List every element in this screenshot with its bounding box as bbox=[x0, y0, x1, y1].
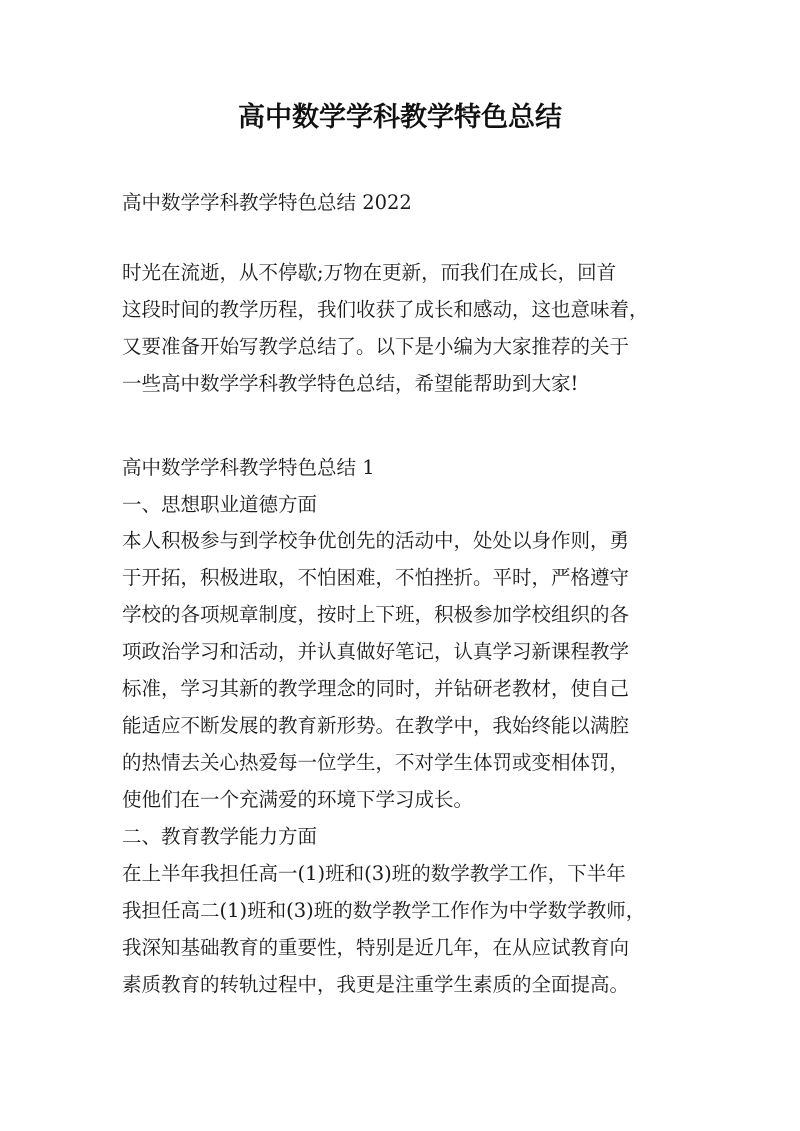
document-subtitle: 高中数学学科教学特色总结 2022 bbox=[122, 191, 412, 214]
intro-line: 又要准备开始写教学总结了。以下是小编为大家推荐的关于 bbox=[122, 335, 630, 358]
body-line: 于开拓，积极进取，不怕困难，不怕挫折。平时，严格遵守 bbox=[122, 566, 630, 589]
document-title: 高中数学学科教学特色总结 bbox=[238, 102, 562, 133]
body-line: 的热情去关心热爱每一位学生，不对学生体罚或变相体罚， bbox=[122, 751, 630, 774]
body-line: 我担任高二(1)班和(3)班的数学教学工作作为中学数学教师， bbox=[122, 899, 646, 922]
body-line: 学校的各项规章制度，按时上下班，积极参加学校组织的各 bbox=[122, 603, 630, 626]
intro-line: 时光在流逝，从不停歇;万物在更新，而我们在成长，回首 bbox=[122, 261, 617, 284]
body-line: 能适应不断发展的教育新形势。在教学中，我始终能以满腔 bbox=[122, 714, 630, 737]
body-line: 在上半年我担任高一(1)班和(3)班的数学教学工作，下半年 bbox=[122, 862, 626, 885]
intro-line: 这段时间的教学历程，我们收获了成长和感动，这也意味着， bbox=[122, 298, 649, 321]
section-heading: 高中数学学科教学特色总结 1 bbox=[122, 456, 375, 479]
body-line: 素质教育的转轨过程中，我更是注重学生素质的全面提高。 bbox=[122, 973, 630, 996]
intro-line: 一些高中数学学科教学特色总结，希望能帮助到大家! bbox=[122, 372, 579, 395]
body-line: 使他们在一个充满爱的环境下学习成长。 bbox=[122, 788, 474, 811]
body-line: 本人积极参与到学校争优创先的活动中，处处以身作则，勇 bbox=[122, 529, 630, 552]
body-line: 标准，学习其新的教学理念的同时，并钻研老教材，使自己 bbox=[122, 677, 630, 700]
part-heading: 二、教育教学能力方面 bbox=[122, 825, 318, 848]
body-line: 我深知基础教育的重要性，特别是近几年，在从应试教育向 bbox=[122, 936, 630, 959]
body-line: 项政治学习和活动，并认真做好笔记，认真学习新课程教学 bbox=[122, 640, 630, 663]
part-heading: 一、思想职业道德方面 bbox=[122, 493, 318, 516]
